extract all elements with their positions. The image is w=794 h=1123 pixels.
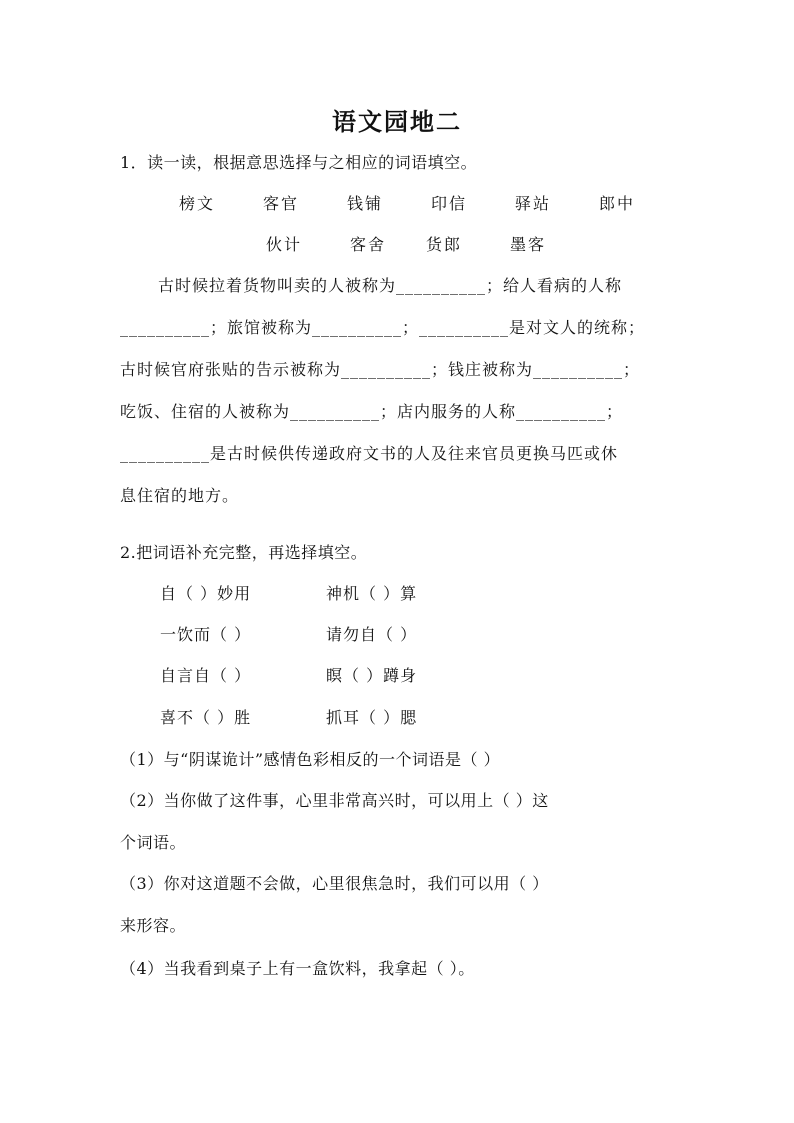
idiom-item: 自言自（ ） — [160, 666, 252, 685]
idiom-item: 自（ ）妙用 — [160, 584, 252, 603]
sub-question-3-cont: 来形容。 — [120, 916, 187, 935]
idiom-item: 一饮而（ ） — [160, 625, 252, 644]
paragraph-line: 吃饭、住宿的人被称为__________；店内服务的人称__________； — [120, 402, 624, 421]
paragraph-line: 古时候官府张贴的告示被称为__________；钱庄被称为__________； — [120, 360, 641, 379]
word-bank-item: 印信 — [431, 194, 468, 213]
word-bank-item: 郎中 — [599, 194, 636, 213]
sub-question-2-cont: 个词语。 — [120, 833, 187, 852]
question-2-heading: 2.把词语补充完整，再选择填空。 — [120, 543, 368, 562]
idiom-item: 抓耳（ ）腮 — [326, 708, 418, 727]
paragraph-line: 息住宿的地方。 — [120, 486, 240, 505]
sub-question-4: （4）当我看到桌子上有一盒饮料，我拿起（ ）。 — [120, 959, 475, 978]
idiom-item: 神机（ ）算 — [326, 584, 418, 603]
idiom-item: 请勿自（ ） — [326, 625, 418, 644]
idiom-item: 瞑（ ）蹲身 — [326, 666, 418, 685]
sub-question-2: （2）当你做了这件事，心里非常高兴时，可以用上（ ）这 — [120, 791, 549, 810]
word-bank-item: 钱铺 — [347, 194, 384, 213]
paragraph-line: 古时候拉着货物叫卖的人被称为__________；给人看病的人称 — [158, 276, 623, 295]
paragraph-line: __________是古时候供传递政府文书的人及往来官员更换马匹或休 — [120, 444, 619, 463]
sub-question-3: （3）你对这道题不会做，心里很焦急时，我们可以用（ ） — [120, 874, 549, 893]
sub-question-1: （1）与“阴谋诡计”感情色彩相反的一个词语是（ ） — [120, 750, 501, 769]
page-title: 语文园地二 — [332, 107, 462, 136]
idiom-item: 喜不（ ）胜 — [160, 708, 252, 727]
word-bank-item: 客舍 — [350, 235, 387, 254]
word-bank-item: 货郎 — [426, 235, 463, 254]
paragraph-line: __________；旅馆被称为__________；__________是对文人的统称； — [120, 318, 646, 337]
question-1-heading: 1．读一读，根据意思选择与之相应的词语填空。 — [120, 153, 478, 172]
word-bank-item: 伙计 — [266, 235, 303, 254]
word-bank-item: 墨客 — [510, 235, 547, 254]
word-bank-item: 客官 — [263, 194, 300, 213]
word-bank-item: 驿站 — [515, 194, 552, 213]
word-bank-item: 榜文 — [179, 194, 216, 213]
